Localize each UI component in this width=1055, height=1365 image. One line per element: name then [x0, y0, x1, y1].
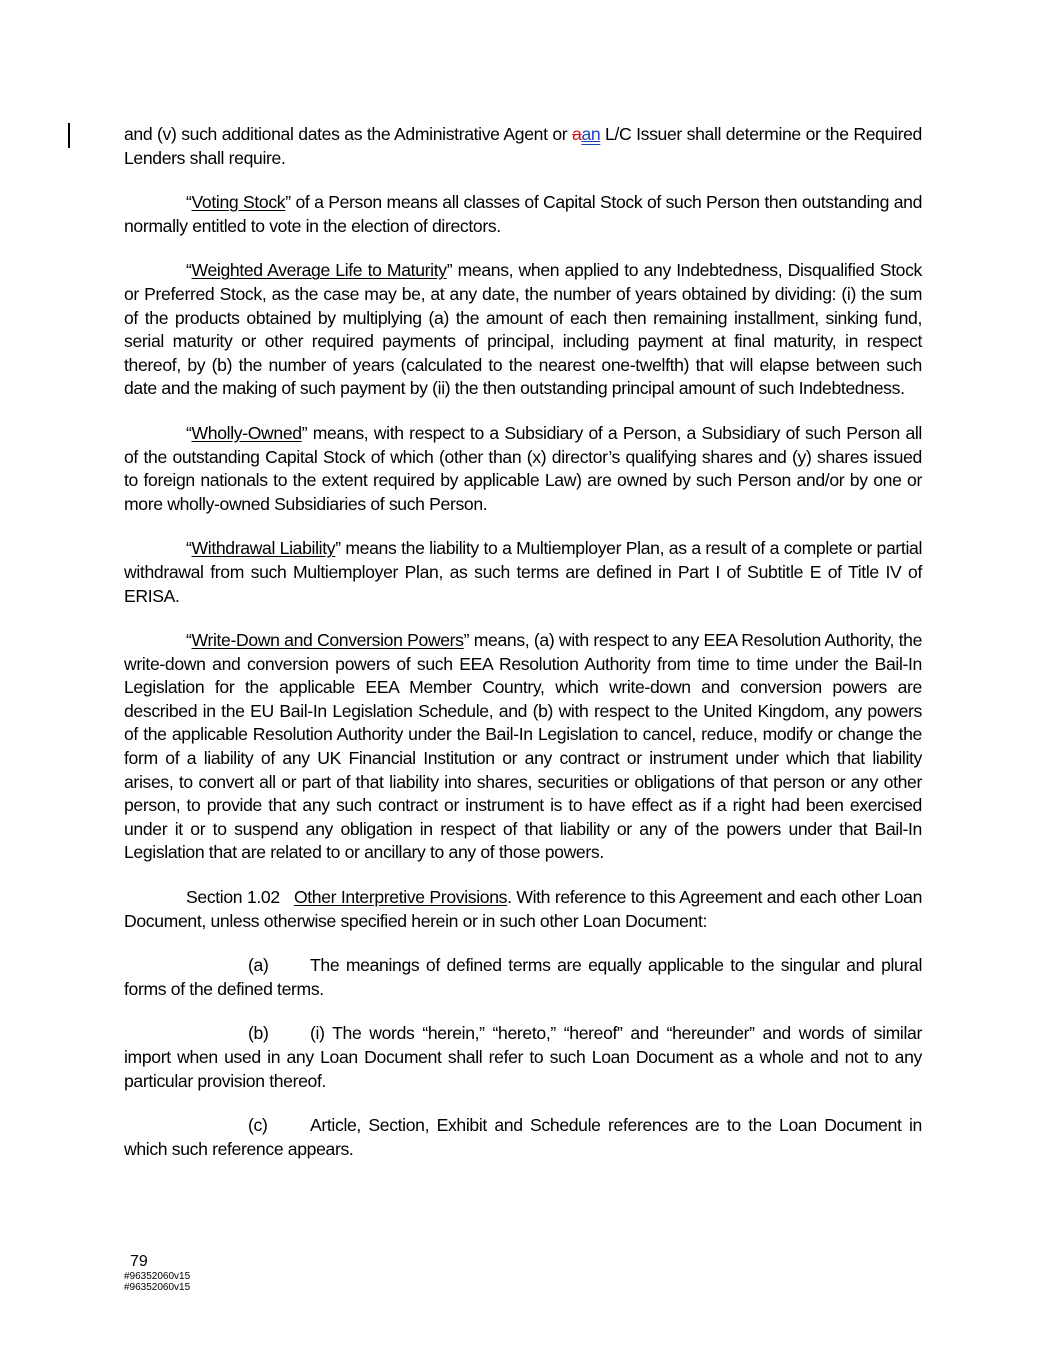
paragraph-continuation	[124, 123, 922, 170]
definition-text: ” means the liability to a Multiemployer Plan, as a result of a complete or partial withdrawal from such Multiemployer Plan, as such terms are defined in Part I of Subtitle E of Title IV of ERISA.	[124, 538, 923, 606]
section-text: . With reference to this Agreement and each other Loan Document, unless otherwise specified herein or in such other Loan Document:	[124, 887, 922, 931]
definition-voting-stock	[124, 191, 922, 238]
defined-term: Voting Stock	[191, 192, 286, 213]
definition-text: ” of a Person means all classes of Capital Stock of such Person then outstanding and normally entitled to vote in the election of directors.	[124, 192, 922, 236]
definition-text: ” means, with respect to a Subsidiary of a Person, a Subsidiary of such Person all of the outstanding Capital Stock of which (other than (x) director’s qualifying shares and (y) shares issued to foreign nationals to the extent required by applicable Law) are owned by such Person and/or by one or more wholly-owned Subsidiaries of such Person.	[124, 422, 922, 514]
deleted-text: a	[572, 124, 582, 144]
open-quote: “	[186, 630, 192, 651]
open-quote: “	[186, 192, 192, 213]
document-body	[124, 123, 922, 1182]
defined-term: Write-Down and Conversion Powers	[191, 630, 464, 651]
definition-withdrawal-liability	[124, 537, 922, 608]
text: and (v) such additional dates as the Administrative Agent or	[124, 124, 572, 144]
definition-weighted-average-life	[124, 259, 922, 401]
defined-term: Wholly-Owned	[191, 422, 302, 443]
list-item-number: (c)	[248, 1115, 268, 1136]
open-quote: “	[186, 422, 192, 443]
list-item-text: The meanings of defined terms are equally applicable to the singular and plural forms of the defined terms.	[124, 955, 922, 999]
defined-term: Withdrawal Liability	[191, 538, 336, 559]
list-item-a	[124, 954, 922, 1001]
open-quote: “	[186, 538, 192, 559]
open-quote: “	[186, 260, 192, 281]
definition-write-down-conversion-powers	[124, 629, 922, 865]
list-item-number: (b)	[248, 1023, 269, 1044]
definition-text: ” means, (a) with respect to any EEA Resolution Authority, the write-down and conversion powers of such EEA Resolution Authority from time to time under the Bail-In Legislation for the applicable EEA Member Country, which write-down and conversion powers are described in the EU Bail-In Legislation Schedule, and (b) with respect to the United Kingdom, any powers of the applicable Resolution Authority under the Bail-In Legislation to cancel, reduce, modify or change the form of a liability of any UK Financial Institution or any contract or instrument under which that liability arises, to convert all or part of that liability into shares, securities or obligations of that person or any other person, to provide that any such contract or instrument is to have effect as if a right had been exercised under it or to suspend any obligation in respect of that liability or any of the powers under that Bail-In Legislation that are related to or ancillary to any of those powers.	[124, 630, 923, 863]
list-item-number: (a)	[248, 955, 269, 976]
inserted-text: an	[581, 124, 601, 144]
section-label: Section 1.02	[186, 887, 280, 908]
list-item-c	[124, 1114, 922, 1161]
section-heading: Other Interpretive Provisions	[293, 887, 508, 908]
list-item-text: (i) The words “herein,” “hereto,” “hereof” and “hereunder” and words of similar import when used in any Loan Document shall refer to such Loan Document as a whole and not to any particular provision thereof.	[124, 1023, 922, 1091]
document-id: #96352060v15	[124, 1271, 191, 1282]
revision-change-bar	[68, 123, 70, 148]
definition-wholly-owned	[124, 422, 922, 516]
text: L/C Issuer shall determine or the Required Lenders shall require.	[124, 124, 922, 168]
section-1-02	[124, 886, 922, 933]
definition-text: ” means, when applied to any Indebtedness, Disqualified Stock or Preferred Stock, as the case may be, at any date, the number of years obtained by dividing: (i) the sum of the products obtained by multiplying (a) the amount of each then remaining installment, sinking fund, serial maturity or other required payments of principal, including payment at final maturity, in respect thereof, by (b) the number of years (calculated to the nearest one-twelfth) that will elapse between such date and the making of such payment by (ii) the then outstanding principal amount of such Indebtedness.	[124, 260, 922, 399]
list-item-text: Article, Section, Exhibit and Schedule references are to the Loan Document in which such reference appears.	[124, 1115, 922, 1159]
list-item-b	[124, 1022, 922, 1093]
page-number: 79	[130, 1253, 148, 1270]
document-id: #96352060v15	[124, 1282, 191, 1293]
page-footer	[124, 1253, 190, 1293]
defined-term: Weighted Average Life to Maturity	[191, 260, 447, 281]
